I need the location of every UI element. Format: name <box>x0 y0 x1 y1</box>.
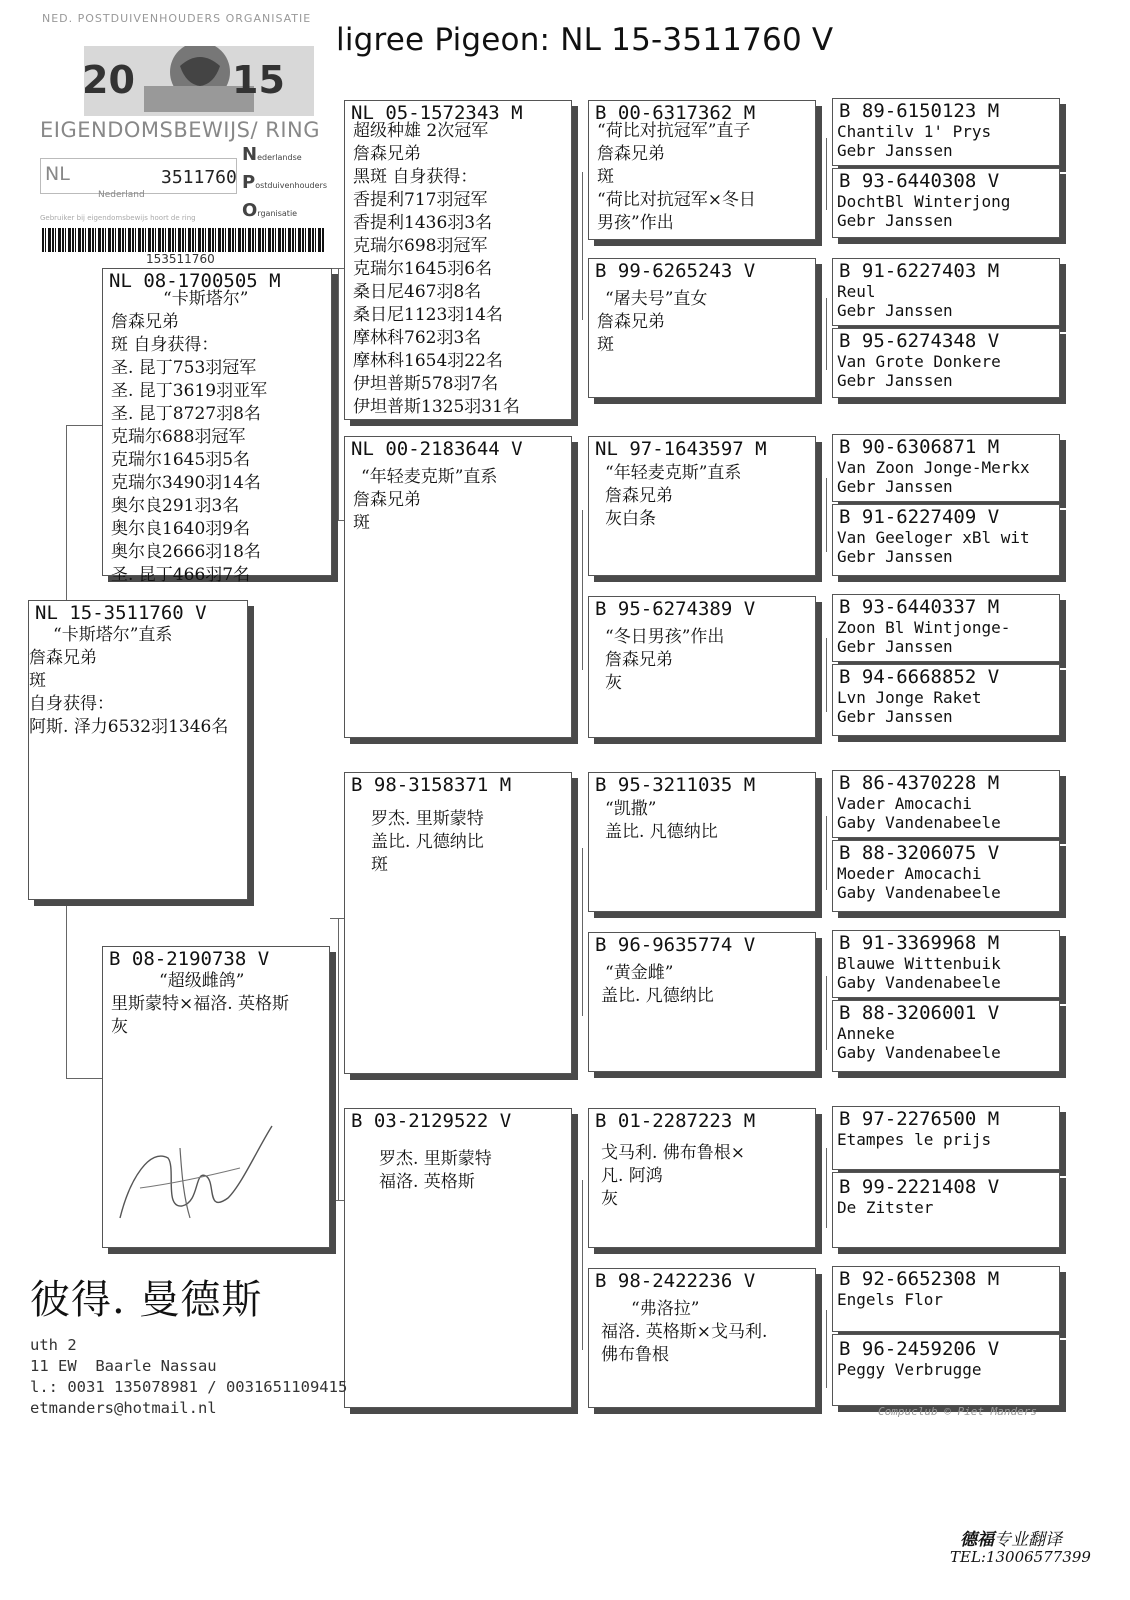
ring-year-right: 15 <box>232 58 285 102</box>
software-credit: Compuclub © Piet Manders <box>878 1405 1037 1418</box>
subject-notes: “卡斯塔尔”直系 詹森兄弟 斑 自身获得： 阿斯. 泽力6532羽1346名 <box>29 625 229 737</box>
gen2-card-3 <box>344 772 572 1074</box>
gen2-ring: B 03-2129522 V <box>351 1110 512 1132</box>
gen3-card-7: B 01-2287223 M 戈马利. 佛布鲁根× 凡. 阿鸿 灰 <box>588 1108 816 1248</box>
gen4-card-6: B 91-6227409 V Van Geeloger xBl wit Gebr Janssen <box>832 504 1060 576</box>
breeder-address: uth 2 11 EW Baarle Nassau l.: 0031 135078981 / 0031651109415 etmanders@hotmail.nl <box>30 1336 348 1417</box>
gen3-card-4: B 95-6274389 V “冬日男孩”作出 詹森兄弟 灰 <box>588 596 816 738</box>
ring-ownership-card <box>36 10 332 265</box>
sire-notes: “卡斯塔尔” 詹森兄弟 斑 自身获得： 圣. 昆丁753羽冠军 圣. 昆丁3619羽亚军 圣. 昆丁8727羽8名 克瑞尔688羽冠军 克瑞尔1645羽5名 克瑞尔3490羽14名 奥尔良291羽3名 奥尔良1640羽9名 奥尔良2666羽18名 圣. 昆丁466羽7名 <box>111 289 268 585</box>
gen4-card-14: B 99-2221408 V De Zitster <box>832 1172 1060 1248</box>
gen3-card-6: B 96-9635774 V “黄金雌” 盖比. 凡德纳比 <box>588 932 816 1072</box>
gen2-notes: “年轻麦克斯”直系 詹森兄弟 斑 <box>353 467 498 533</box>
gen4-card-15: B 92-6652308 M Engels Flor <box>832 1266 1060 1332</box>
gen3-card-5: B 95-3211035 M “凯撒” 盖比. 凡德纳比 <box>588 772 816 912</box>
gen4-card-9: B 86-4370228 M Vader Amocachi Gaby Vandenabeele <box>832 770 1060 838</box>
ring-barcode <box>42 228 324 252</box>
gen4-card-16: B 96-2459206 V Peggy Verbrugge <box>832 1334 1060 1406</box>
breeder-signature <box>110 1118 280 1228</box>
gen4-card-3: B 91-6227403 M Reul Gebr Janssen <box>832 258 1060 326</box>
gen4-card-5: B 90-6306871 M Van Zoon Jonge-Merkx Gebr Janssen <box>832 434 1060 502</box>
ownership-label: EIGENDOMSBEWIJS/ RING <box>40 118 321 142</box>
gen3-card-3: NL 97-1643597 M “年轻麦克斯”直系 詹森兄弟 灰白条 <box>588 436 816 576</box>
gen4-card-8: B 94-6668852 V Lvn Jonge Raket Gebr Janssen <box>832 664 1060 736</box>
breeder-name: 彼得. 曼德斯 <box>30 1277 263 1323</box>
translator-phone: TEL:13006577399 <box>950 1548 1091 1566</box>
gen2-card-4 <box>344 1108 572 1408</box>
gen4-card-10: B 88-3206075 V Moeder Amocachi Gaby Vandenabeele <box>832 840 1060 912</box>
gen2-notes: 罗杰. 里斯蒙特 盖比. 凡德纳比 斑 <box>371 809 484 875</box>
gen2-ring: NL 05-1572343 M <box>351 102 523 124</box>
gen4-card-1: B 89-6150123 M Chantilv 1' Prys Gebr Janssen <box>832 98 1060 166</box>
gen2-card-2 <box>344 436 572 738</box>
pedigree-title: ligree Pigeon: NL 15-3511760 V <box>336 22 834 58</box>
gen3-card-2: B 99-6265243 V “屠夫号”直女 詹森兄弟 斑 <box>588 258 816 398</box>
sire-card <box>102 268 332 585</box>
npo-name: Nederlandse Postduivenhouders Organisatie <box>242 144 327 221</box>
gen2-ring: NL 00-2183644 V <box>351 438 523 460</box>
ring-number-field <box>40 158 237 194</box>
sire-ring: NL 08-1700505 M <box>109 270 281 292</box>
gen4-card-7: B 93-6440337 M Zoon Bl Wintjonge- Gebr Janssen <box>832 594 1060 662</box>
subject-ring: NL 15-3511760 V <box>35 602 207 624</box>
gen2-ring: B 98-3158371 M <box>351 774 512 796</box>
gen4-card-12: B 88-3206001 V Anneke Gaby Vandenabeele <box>832 1000 1060 1072</box>
subject-pigeon-card <box>28 600 248 900</box>
gen4-card-4: B 95-6274348 V Van Grote Donkere Gebr Janssen <box>832 328 1060 398</box>
ring-country: NL <box>45 163 70 185</box>
ring-number: 3511760 <box>161 167 237 188</box>
dam-ring: B 08-2190738 V <box>109 948 270 970</box>
gen3-card-8: B 98-2422236 V “弗洛拉” 福洛. 英格斯×戈马利. 佛布鲁根 <box>588 1268 816 1408</box>
gen3-card-1: B 00-6317362 M “荷比对抗冠军”直子 詹森兄弟 斑 “荷比对抗冠军×冬日 男孩”作出 <box>588 100 816 240</box>
translator-credit: 德福专业翻译 <box>960 1530 1062 1550</box>
gen2-notes: 罗杰. 里斯蒙特 福洛. 英格斯 <box>379 1149 492 1192</box>
gen2-notes: 超级种雄 2次冠军 詹森兄弟 黑斑 自身获得： 香提利717羽冠军 香提利1436羽3名 克瑞尔698羽冠军 克瑞尔1645羽6名 桑日尼467羽8名 桑日尼1123羽14名 摩林科762羽3名 摩林科1654羽22名 伊坦普斯578羽7名 伊坦普斯1325羽31名 <box>353 121 520 417</box>
ring-year-left: 20 <box>82 58 135 102</box>
gen4-card-13: B 97-2276500 M Etampes le prijs <box>832 1106 1060 1170</box>
dam-notes: “超级雌鸽” 里斯蒙特×福洛. 英格斯 灰 <box>111 971 290 1037</box>
ring-card-header: NED. POSTDUIVENHOUDERS ORGANISATIE <box>42 12 312 25</box>
gen2-card-1 <box>344 100 572 420</box>
barcode-number: 153511760 <box>146 252 215 266</box>
ring-nederland: Nederland <box>98 190 145 200</box>
gen4-card-2: B 93-6440308 V DochtBl Winterjong Gebr Janssen <box>832 168 1060 238</box>
gen4-card-11: B 91-3369968 M Blauwe Wittenbuik Gaby Vandenabeele <box>832 930 1060 998</box>
ring-usage-note: Gebruiker bij eigendomsbewijs hoort de ring <box>40 214 196 222</box>
